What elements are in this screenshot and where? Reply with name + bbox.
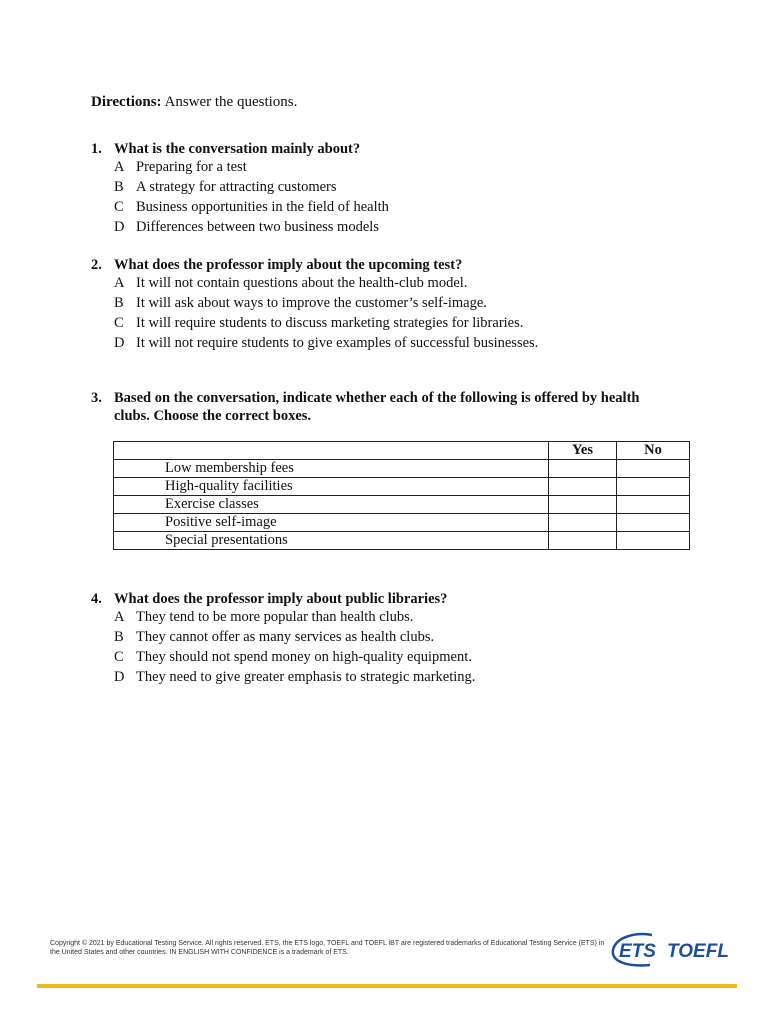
no-column-header: No: [617, 442, 690, 460]
question-1: [91, 140, 389, 237]
question-stem: What does the professor imply about the upcoming test?: [114, 257, 463, 273]
yes-column-header: Yes: [549, 442, 617, 460]
question-stem: What does the professor imply about public libraries?: [114, 591, 448, 607]
option-text: It will ask about ways to improve the customer’s self-image.: [136, 295, 487, 311]
ets-wordmark: ETS: [619, 941, 656, 962]
option-letter: D: [114, 335, 125, 351]
table-row: [114, 478, 690, 496]
table-header-row: [114, 442, 690, 460]
option-letter: A: [114, 609, 125, 625]
question-number: 3.: [91, 390, 102, 406]
question-stem: What is the conversation mainly about?: [114, 141, 361, 157]
answer-option[interactable]: [91, 157, 389, 177]
row-label: Special presentations: [114, 532, 549, 550]
ets-toefl-logo: [610, 930, 740, 970]
answer-option[interactable]: [91, 607, 475, 627]
option-text: It will require students to discuss marketing strategies for libraries.: [136, 315, 524, 331]
row-label: Exercise classes: [114, 496, 549, 514]
directions-text: Answer the questions.: [164, 94, 298, 110]
yes-box[interactable]: [549, 532, 617, 550]
option-letter: D: [114, 669, 125, 685]
option-letter: B: [114, 179, 124, 195]
toefl-wordmark: TOEFL: [667, 941, 729, 962]
answer-option[interactable]: [91, 333, 538, 353]
question-4: [91, 590, 475, 687]
row-label: Low membership fees: [114, 460, 549, 478]
question-2: [91, 256, 538, 353]
question-number: 1.: [91, 141, 102, 157]
footer-accent-bar: [37, 984, 737, 988]
row-label: Positive self-image: [114, 514, 549, 532]
option-text: It will not require students to give examples of successful businesses.: [136, 335, 539, 351]
option-text: Differences between two business models: [136, 219, 379, 235]
option-text: They tend to be more popular than health clubs.: [136, 609, 414, 625]
option-text: A strategy for attracting customers: [136, 179, 337, 195]
table-row: [114, 460, 690, 478]
option-text: They cannot offer as many services as health clubs.: [136, 629, 435, 645]
answer-option[interactable]: [91, 667, 475, 687]
answer-option[interactable]: [91, 197, 389, 217]
question-number: 4.: [91, 591, 102, 607]
option-text: They need to give greater emphasis to strategic marketing.: [136, 669, 476, 685]
yes-box[interactable]: [549, 478, 617, 496]
table-header-cell: [114, 442, 549, 460]
option-text: It will not contain questions about the health-club model.: [136, 275, 468, 291]
option-letter: C: [114, 315, 124, 331]
answer-option[interactable]: [91, 273, 538, 293]
option-text: Preparing for a test: [136, 159, 247, 175]
option-letter: A: [114, 275, 125, 291]
option-text: Business opportunities in the field of health: [136, 199, 389, 215]
answer-table: [113, 441, 690, 550]
answer-option[interactable]: [91, 313, 538, 333]
answer-option[interactable]: [91, 293, 538, 313]
directions-label: Directions:: [91, 94, 162, 110]
table-row: [114, 496, 690, 514]
directions: [91, 93, 297, 112]
table-row: [114, 514, 690, 532]
yes-box[interactable]: [549, 496, 617, 514]
option-letter: B: [114, 629, 124, 645]
question-3: [91, 389, 664, 425]
no-box[interactable]: [617, 460, 690, 478]
yes-box[interactable]: [549, 514, 617, 532]
option-letter: A: [114, 159, 125, 175]
no-box[interactable]: [617, 478, 690, 496]
answer-option[interactable]: [91, 647, 475, 667]
answer-option[interactable]: [91, 627, 475, 647]
answer-option[interactable]: [91, 217, 389, 237]
option-text: They should not spend money on high-quality equipment.: [136, 649, 472, 665]
no-box[interactable]: [617, 514, 690, 532]
copyright-notice: Copyright © 2021 by Educational Testing Service. All rights reserved. ETS, the ETS logo, TOEFL and TOEFL iBT are registered trademarks of Educational Testing Service (ETS) in the United States and other countries. IN ENGLISH WITH CONFIDENCE is a trademark of ETS.: [50, 940, 605, 956]
option-letter: B: [114, 295, 124, 311]
question-stem: Based on the conversation, indicate whether each of the following is offered by health clubs. Choose the correct boxes.: [114, 390, 640, 424]
answer-option[interactable]: [91, 177, 389, 197]
no-box[interactable]: [617, 532, 690, 550]
option-letter: D: [114, 219, 125, 235]
table-row: [114, 532, 690, 550]
question-number: 2.: [91, 257, 102, 273]
option-letter: C: [114, 199, 124, 215]
no-box[interactable]: [617, 496, 690, 514]
yes-box[interactable]: [549, 460, 617, 478]
option-letter: C: [114, 649, 124, 665]
row-label: High-quality facilities: [114, 478, 549, 496]
